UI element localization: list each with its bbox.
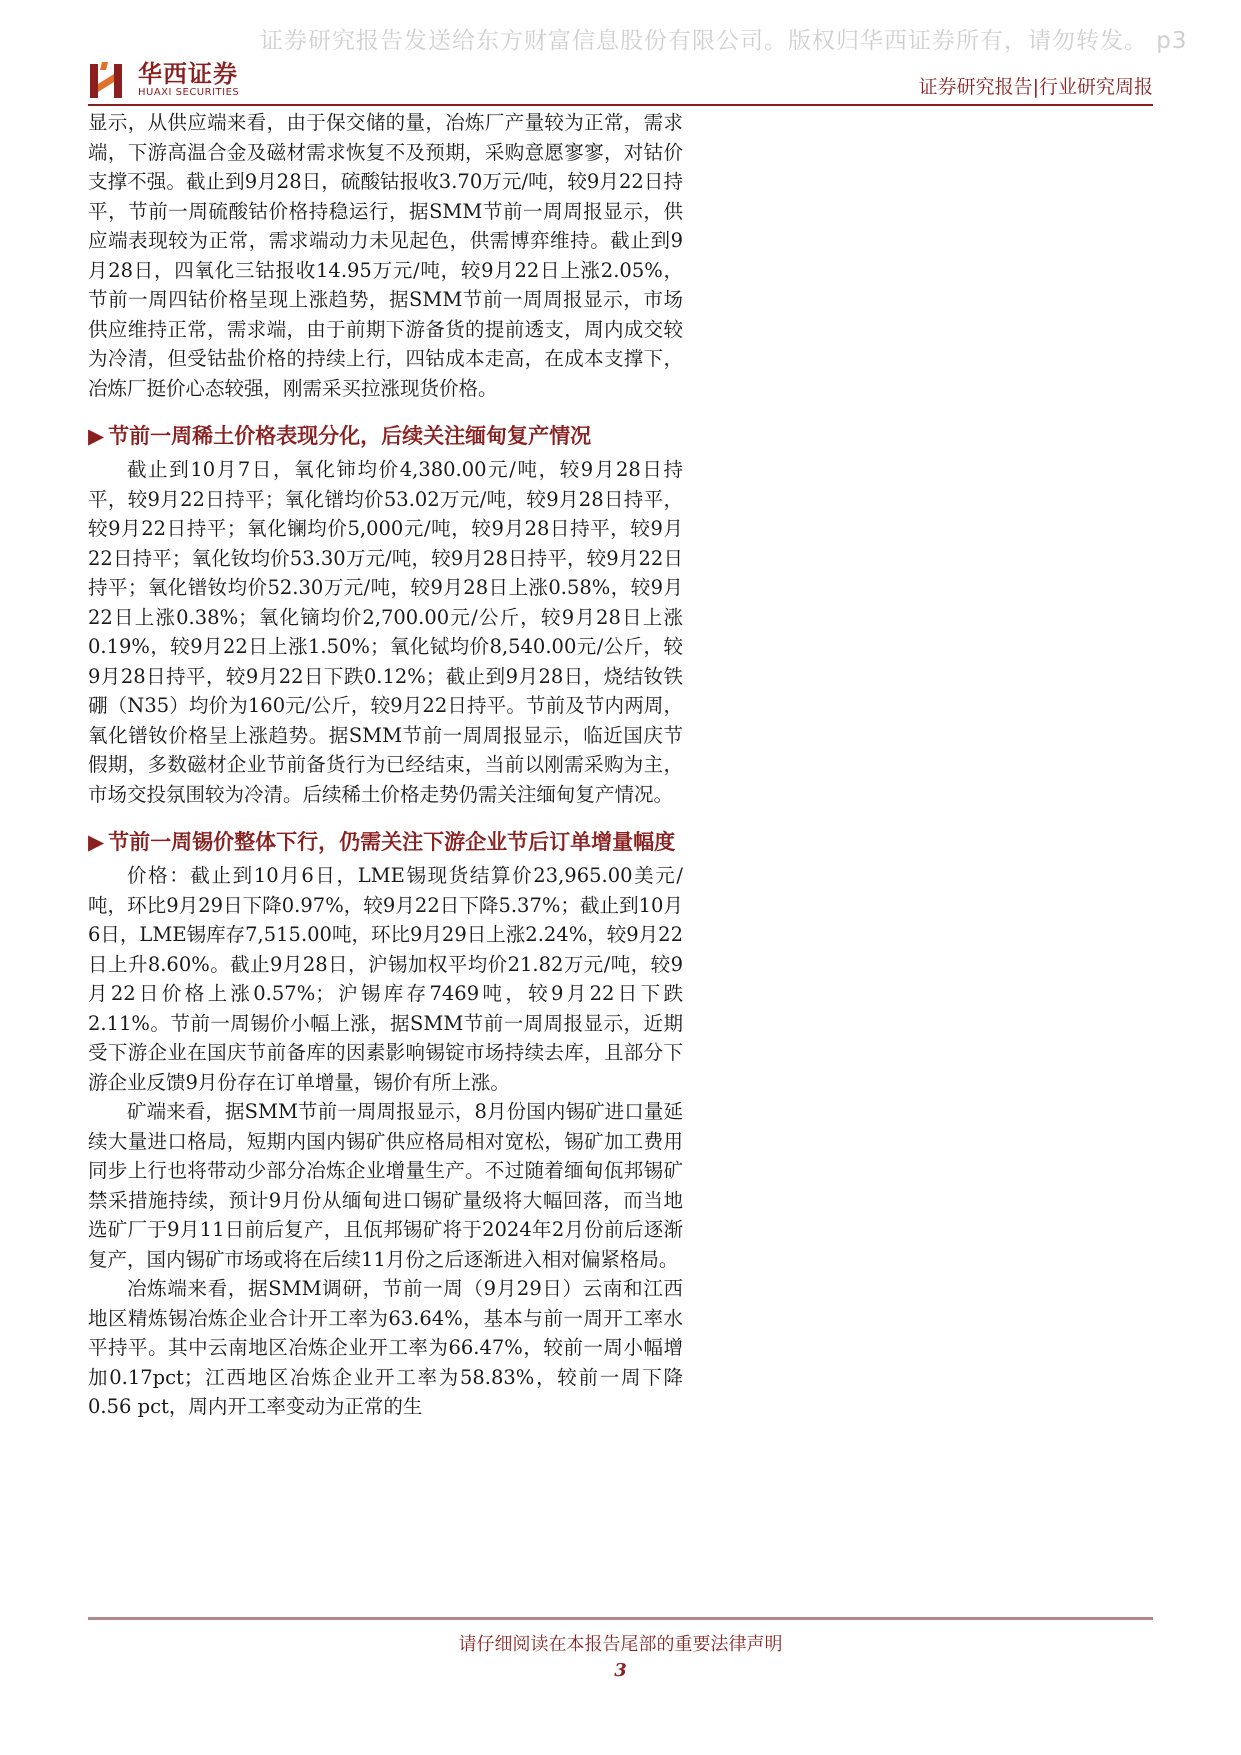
page-number: 3 [614, 1660, 627, 1681]
paragraph-tin-mine: 矿端来看，据SMM节前一周周报显示，8月份国内锡矿进口量延续大量进口格局，短期内国内锡矿供应格局相对宽松，锡矿加工费用同步上行也将带动少部分冶炼企业增量生产。不过随着缅甸佤邦锡矿禁采措施持续，预计9月份从缅甸进口锡矿量级将大幅回落，而当地选矿厂于9月11日前后复产，且佤邦锡矿将于2024年2月份前后逐渐复产，国内锡矿市场或将在后续11月份之后逐渐进入相对偏紧格局。 [88, 1100, 683, 1271]
header-divider [88, 104, 1153, 106]
section-heading-rare-earth-text: 节前一周稀土价格表现分化，后续关注缅甸复产情况 [108, 424, 592, 448]
logo-english-name: HUAXI SECURITIES [138, 87, 240, 98]
company-logo [88, 60, 239, 100]
section-heading-tin-text: 节前一周锡价整体下行，仍需关注下游企业节后订单增量幅度 [108, 830, 676, 854]
paragraph-tin-smelter: 冶炼端来看，据SMM调研，节前一周（9月29日）云南和江西地区精炼锡冶炼企业合计开工率为63.64%，基本与前一周开工率水平持平。其中云南地区冶炼企业开工率为66.47%，较前一周小幅增加0.17pct；江西地区冶炼企业开工率为58.83%，较前一周下降0.56 pct，周内开工率变动为正常的生 [88, 1277, 683, 1418]
watermark: 证券研究报告发送给东方财富信息股份有限公司。版权归华西证券所有，请勿转发。 p3 [260, 28, 1188, 54]
footer-divider [88, 1617, 1153, 1620]
logo-chinese-name: 华西证券 [138, 60, 238, 88]
right-triangle-icon: ▶ [88, 424, 105, 448]
paragraph-tin-price: 价格：截止到10月6日，LME锡现货结算价23,965.00美元/吨，环比9月29日下降0.97%，较9月22日下降5.37%；截止到10月6日，LME锡库存7,515.00吨，环比9月29日上涨2.24%，较9月22日上升8.60%。截止9月28日，沪锡加权平均价21.82万元/吨，较9月22日价格上涨0.57%；沪锡库存7469吨，较9月22日下跌2.11%。节前一周锡价小幅上涨，据SMM节前一周周报显示，近期受下游企业在国庆节前备库的因素影响锡锭市场持续去库，且部分下游企业反馈9月份存在订单增量，锡价有所上涨。 [88, 864, 683, 1094]
report-type-label: 证券研究报告|行业研究周报 [918, 76, 1153, 98]
paragraph-cobalt: 显示，从供应端来看，由于保交储的量，冶炼厂产量较为正常，需求端，下游高温合金及磁材需求恢复不及预期，采购意愿寥寥，对钴价支撑不强。截止到9月28日，硫酸钴报收3.70万元/吨，较9月22日持平，节前一周硫酸钴价格持稳运行，据SMM节前一周周报显示，供应端表现较为正常，需求端动力未见起色，供需博弈维持。截止到9月28日，四氧化三钴报收14.95万元/吨，较9月22日上涨2.05%，节前一周四钴价格呈现上涨趋势，据SMM节前一周周报显示，市场供应维持正常，需求端，由于前期下游备货的提前透支，周内成交较为冷清，但受钴盐价格的持续上行，四钴成本走高，在成本支撑下，冶炼厂挺价心态较强，刚需采买拉涨现货价格。 [88, 111, 683, 400]
huaxi-logo-icon [88, 60, 130, 100]
report-body [88, 108, 683, 1422]
page-header [88, 52, 1153, 104]
section-heading-rare-earth [88, 421, 683, 452]
paragraph-rare-earth: 截止到10月7日，氧化铈均价4,380.00元/吨，较9月28日持平，较9月22日持平；氧化镨均价53.02万元/吨，较9月28日持平，较9月22日持平；氧化镧均价5,000元/吨，较9月28日持平，较9月22日持平；氧化钕均价53.30万元/吨，较9月28日持平，较9月22日持平；氧化镨钕均价52.30万元/吨，较9月28日上涨0.58%，较9月22日上涨0.38%；氧化镝均价2,700.00元/公斤，较9月28日上涨0.19%，较9月22日上涨1.50%；氧化铽均价8,540.00元/公斤，较9月28日持平，较9月22日下跌0.12%；截止到9月28日，烧结钕铁硼（N35）均价为160元/公斤，较9月22日持平。节前及节内两周，氧化镨钕价格呈上涨趋势。据SMM节前一周周报显示，临近国庆节假期，多数磁材企业节前备货行为已经结束，当前以刚需采购为主，市场交投氛围较为冷清。后续稀土价格走势仍需关注缅甸复产情况。 [88, 458, 683, 806]
legal-notice: 请仔细阅读在本报告尾部的重要法律声明 [458, 1634, 783, 1655]
section-heading-tin [88, 827, 683, 858]
right-triangle-icon: ▶ [88, 830, 105, 854]
